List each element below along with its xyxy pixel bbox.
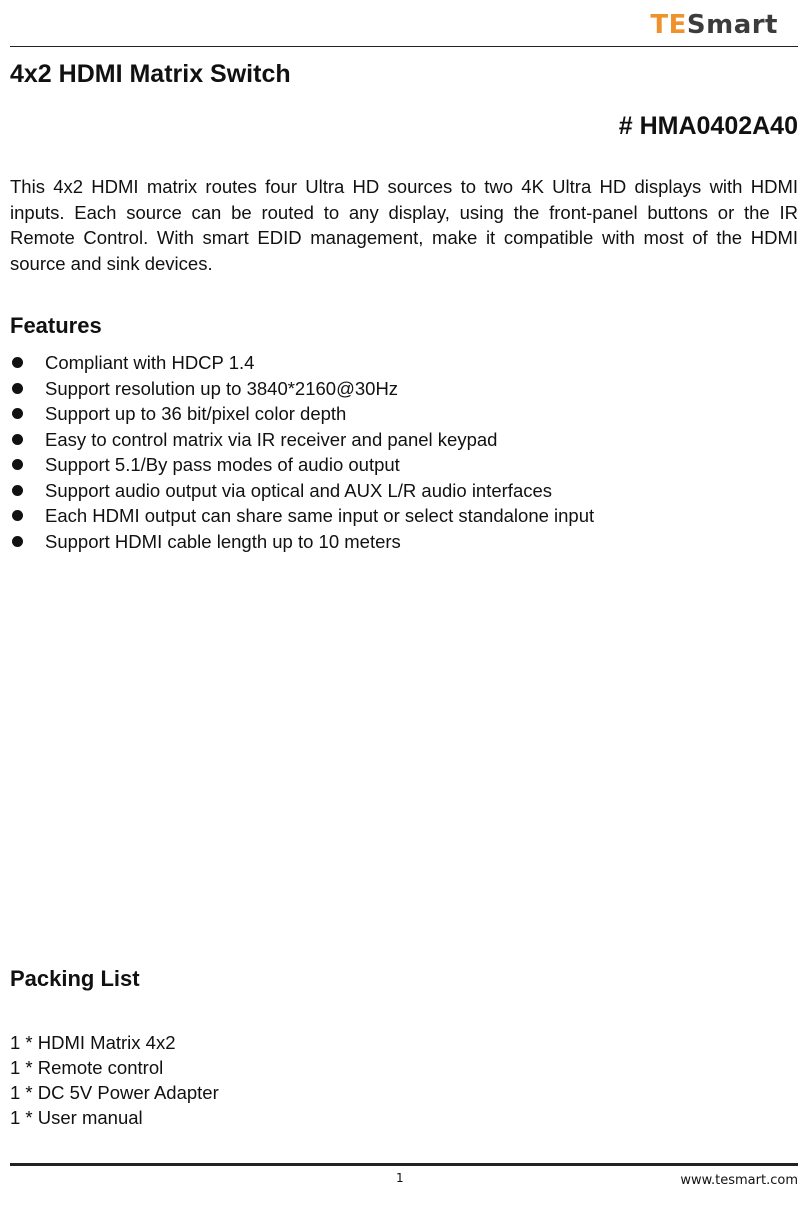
feature-item (10, 529, 800, 555)
packing-item: 1 * Remote control (10, 1057, 164, 1078)
bullet-icon (12, 536, 23, 547)
intro-paragraph: This 4x2 HDMI matrix routes four Ultra HD sources to two 4K Ultra HD displays with HDMI inputs. Each source can be routed to any display, using the front-panel buttons or the IR Remote Control. With smart EDID management, make it compatible with most of the HDMI source and sink devices. (10, 176, 798, 274)
bullet-icon (12, 357, 23, 368)
page-title: 4x2 HDMI Matrix Switch (10, 60, 291, 88)
packing-item: 1 * DC 5V Power Adapter (10, 1082, 219, 1103)
packing-item: 1 * HDMI Matrix 4x2 (10, 1032, 176, 1053)
tesmart-logo (650, 8, 778, 42)
features-list (10, 350, 800, 554)
packing-list-heading: Packing List (10, 966, 140, 991)
bullet-icon (12, 434, 23, 445)
feature-item (10, 401, 800, 427)
feature-text: Each HDMI output can share same input or select standalone input (45, 505, 595, 526)
feature-text: Support HDMI cable length up to 10 meters (45, 530, 401, 552)
feature-item (10, 503, 800, 529)
logo-smart-text: Smart (686, 10, 778, 40)
logo-te-text: TE (650, 10, 687, 40)
feature-item (10, 427, 800, 453)
feature-text: Support audio output via optical and AUX L/R audio interfaces (45, 479, 553, 501)
model-number: # HMA0402A40 (618, 112, 798, 140)
feature-text: Support resolution up to 3840*2160@30Hz (45, 377, 399, 399)
feature-text: Easy to control matrix via IR receiver and panel keypad (45, 428, 498, 450)
bullet-icon (12, 485, 23, 496)
bullet-icon (12, 383, 23, 394)
footer-divider (10, 1163, 798, 1166)
features-heading: Features (10, 313, 102, 338)
bullet-icon (12, 459, 23, 470)
feature-text: Compliant with HDCP 1.4 (45, 352, 255, 373)
feature-item (10, 376, 800, 402)
feature-item (10, 350, 800, 376)
bullet-icon (12, 510, 23, 521)
packing-list (10, 1030, 219, 1130)
feature-item (10, 452, 800, 478)
header-divider (10, 46, 798, 47)
feature-text: Support up to 36 bit/pixel color depth (45, 403, 347, 424)
packing-item: 1 * User manual (10, 1107, 143, 1128)
feature-text: Support 5.1/By pass modes of audio output (45, 454, 400, 475)
feature-item (10, 478, 800, 504)
bullet-icon (12, 408, 23, 419)
website-url: www.tesmart.com (680, 1173, 798, 1188)
page-number: 1 (396, 1171, 404, 1185)
